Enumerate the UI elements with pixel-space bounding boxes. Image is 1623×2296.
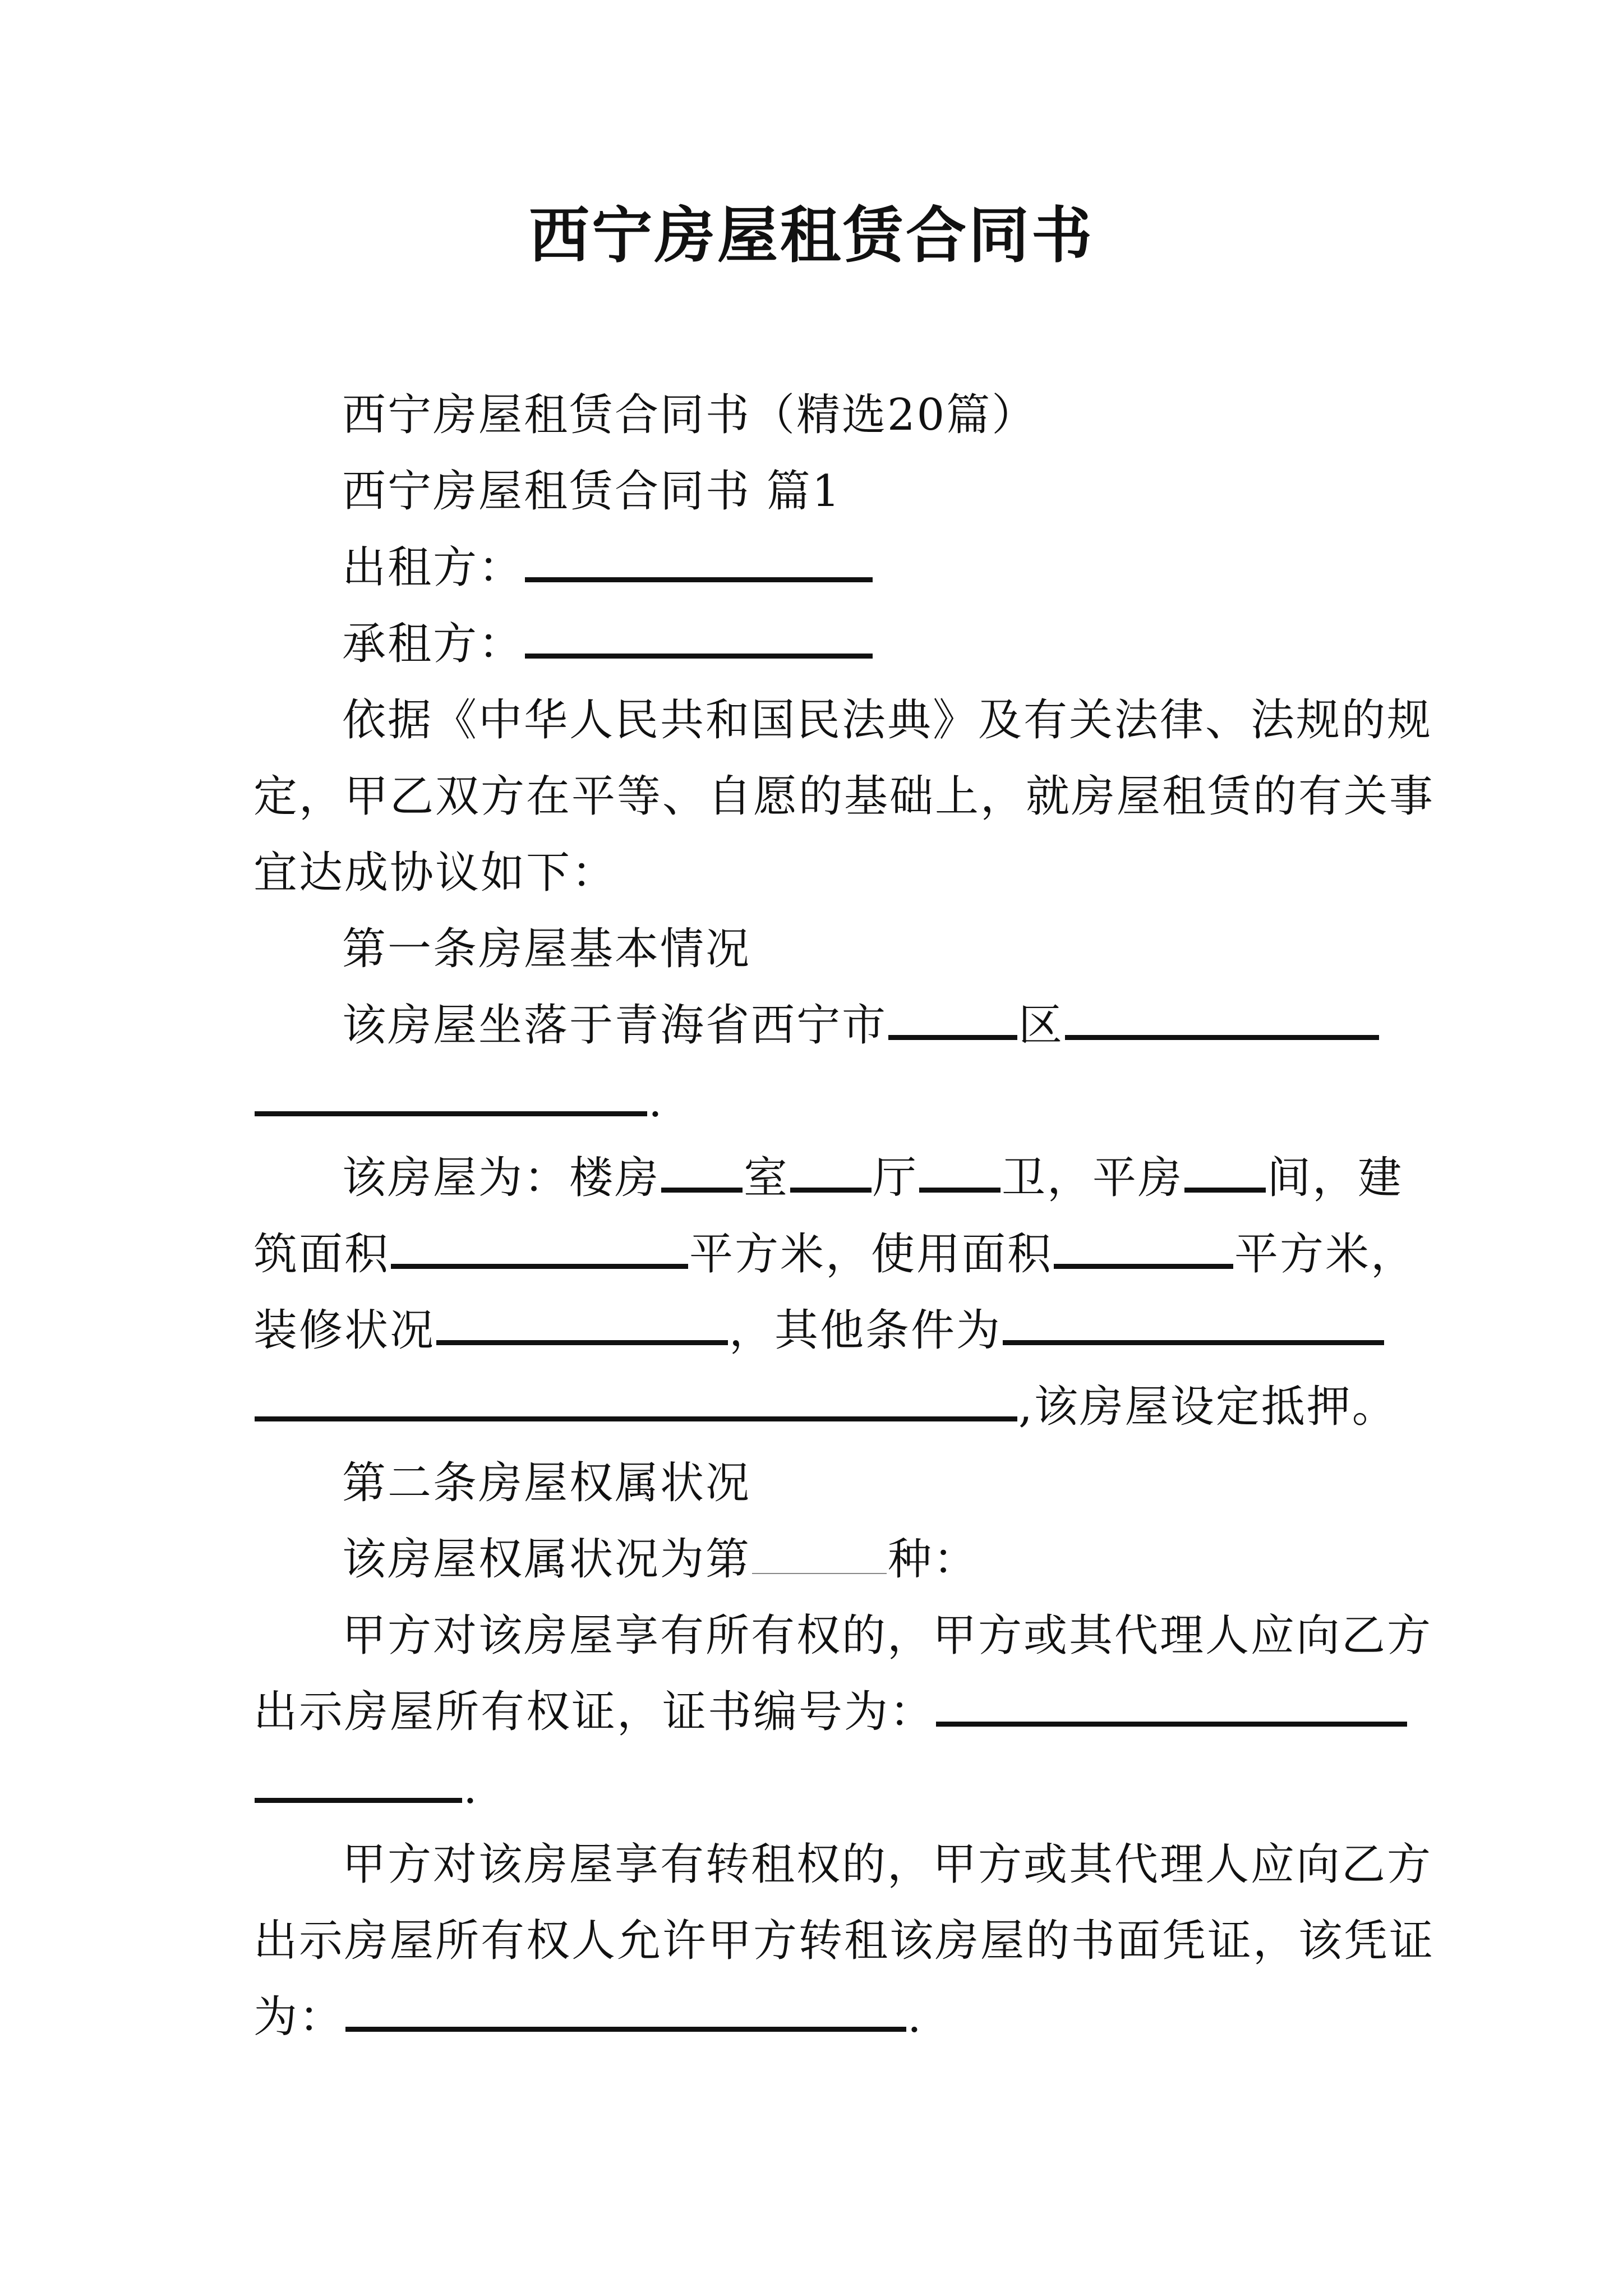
preamble-line-2 bbox=[253, 758, 1435, 835]
preamble-text-2: 定，甲乙双方在平等、自愿的基础上，就房屋租赁的有关事 bbox=[253, 771, 1435, 822]
area-line bbox=[253, 1216, 1417, 1292]
decor-line bbox=[253, 1292, 1386, 1369]
location-line bbox=[253, 987, 1386, 1064]
lessee-label: 承租方： bbox=[342, 619, 524, 669]
owner-line-1 bbox=[253, 1598, 1433, 1674]
location-line-2 bbox=[253, 1064, 1386, 1140]
house-type-line bbox=[253, 1140, 1404, 1216]
owner-line-3 bbox=[253, 1750, 1386, 1826]
bungalow-count-blank[interactable] bbox=[1184, 1147, 1266, 1193]
preamble-line-1 bbox=[253, 682, 1433, 758]
lessor-label: 出租方： bbox=[342, 542, 524, 593]
owner-text-1: 甲方对该房屋享有所有权的，甲方或其代理人应向乙方 bbox=[342, 1611, 1433, 1661]
article-2-heading: 第二条房屋权属状况 bbox=[342, 1458, 751, 1508]
location-period: . bbox=[648, 1076, 664, 1127]
lessee-line bbox=[253, 606, 1386, 682]
mortgage-suffix: ,该房屋设定抵押。 bbox=[1018, 1382, 1398, 1432]
room-count-blank[interactable] bbox=[661, 1147, 743, 1193]
subtitle-line bbox=[253, 377, 1386, 453]
owner-period: . bbox=[463, 1763, 479, 1814]
decor-blank[interactable] bbox=[436, 1300, 728, 1345]
location-prefix: 该房屋坐落于青海省西宁市 bbox=[342, 1000, 888, 1051]
bath-label: 卫，平房 bbox=[1002, 1153, 1184, 1203]
hall-label: 厅 bbox=[873, 1153, 919, 1203]
document-body bbox=[253, 377, 1435, 2055]
address-blank[interactable] bbox=[1065, 995, 1379, 1040]
use-area-blank[interactable] bbox=[1054, 1223, 1233, 1269]
chapter-heading: 西宁房屋租赁合同书 篇1 bbox=[342, 466, 842, 517]
article-1-heading-line bbox=[253, 911, 1386, 987]
article-1-heading: 第一条房屋基本情况 bbox=[342, 924, 751, 974]
other-conditions-label: ，其他条件为 bbox=[729, 1305, 1002, 1356]
lessor-line bbox=[253, 530, 1386, 606]
district-blank[interactable] bbox=[888, 995, 1017, 1040]
certificate-number-blank[interactable] bbox=[936, 1681, 1407, 1727]
lessor-blank[interactable] bbox=[525, 537, 873, 582]
ownership-line bbox=[253, 1521, 1386, 1598]
use-area-label: 平方米，使用面积 bbox=[689, 1229, 1053, 1280]
decor-prefix: 装修状况 bbox=[253, 1305, 436, 1356]
sublet-text-2: 出示房屋所有权人允许甲方转租该房屋的书面凭证，该凭证 bbox=[253, 1916, 1435, 1966]
certificate-number-blank-continued[interactable] bbox=[255, 1757, 462, 1803]
document-title: 西宁房屋租赁合同书 bbox=[528, 200, 1094, 271]
jian-label: 间，建 bbox=[1267, 1153, 1404, 1203]
bath-count-blank[interactable] bbox=[919, 1147, 1000, 1193]
chapter-line bbox=[253, 453, 1386, 530]
preamble-text-3: 宜达成协议如下： bbox=[253, 848, 617, 898]
preamble-line-3 bbox=[253, 835, 1386, 911]
article-2-heading-line bbox=[253, 1445, 1386, 1521]
other-conditions-blank-continued[interactable] bbox=[255, 1376, 1017, 1421]
sublet-line-2 bbox=[253, 1903, 1435, 1979]
house-type-prefix: 该房屋为：楼房 bbox=[342, 1153, 661, 1203]
other-conditions-blank[interactable] bbox=[1003, 1300, 1384, 1345]
sublet-line-3 bbox=[253, 1979, 1386, 2055]
room-label: 室 bbox=[744, 1153, 790, 1203]
sublet-line-1 bbox=[253, 1826, 1433, 1903]
sublet-certificate-blank[interactable] bbox=[345, 1986, 906, 2032]
owner-text-2: 出示房屋所有权证，证书编号为： bbox=[253, 1687, 935, 1737]
sublet-period: . bbox=[907, 1992, 923, 2042]
building-area-blank[interactable] bbox=[391, 1223, 688, 1269]
ownership-suffix: 种： bbox=[888, 1534, 979, 1585]
ownership-prefix: 该房屋权属状况为第 bbox=[342, 1534, 751, 1585]
mortgage-line bbox=[253, 1369, 1398, 1445]
area-prefix: 筑面积 bbox=[253, 1229, 390, 1280]
sublet-text-1: 甲方对该房屋享有转租权的，甲方或其代理人应向乙方 bbox=[342, 1839, 1433, 1890]
location-district: 区 bbox=[1018, 1000, 1064, 1051]
preamble-text-1: 依据《中华人民共和国民法典》及有关法律、法规的规 bbox=[342, 695, 1433, 746]
subtitle: 西宁房屋租赁合同书（精选20篇） bbox=[342, 390, 1038, 440]
address-blank-continued[interactable] bbox=[255, 1071, 647, 1116]
hall-count-blank[interactable] bbox=[790, 1147, 872, 1193]
sqm-end-label: 平方米， bbox=[1234, 1229, 1417, 1280]
sublet-text-3: 为： bbox=[253, 1992, 345, 2042]
lessee-blank[interactable] bbox=[525, 613, 873, 659]
ownership-type-blank[interactable] bbox=[752, 1533, 887, 1574]
owner-line-2 bbox=[253, 1674, 1386, 1750]
